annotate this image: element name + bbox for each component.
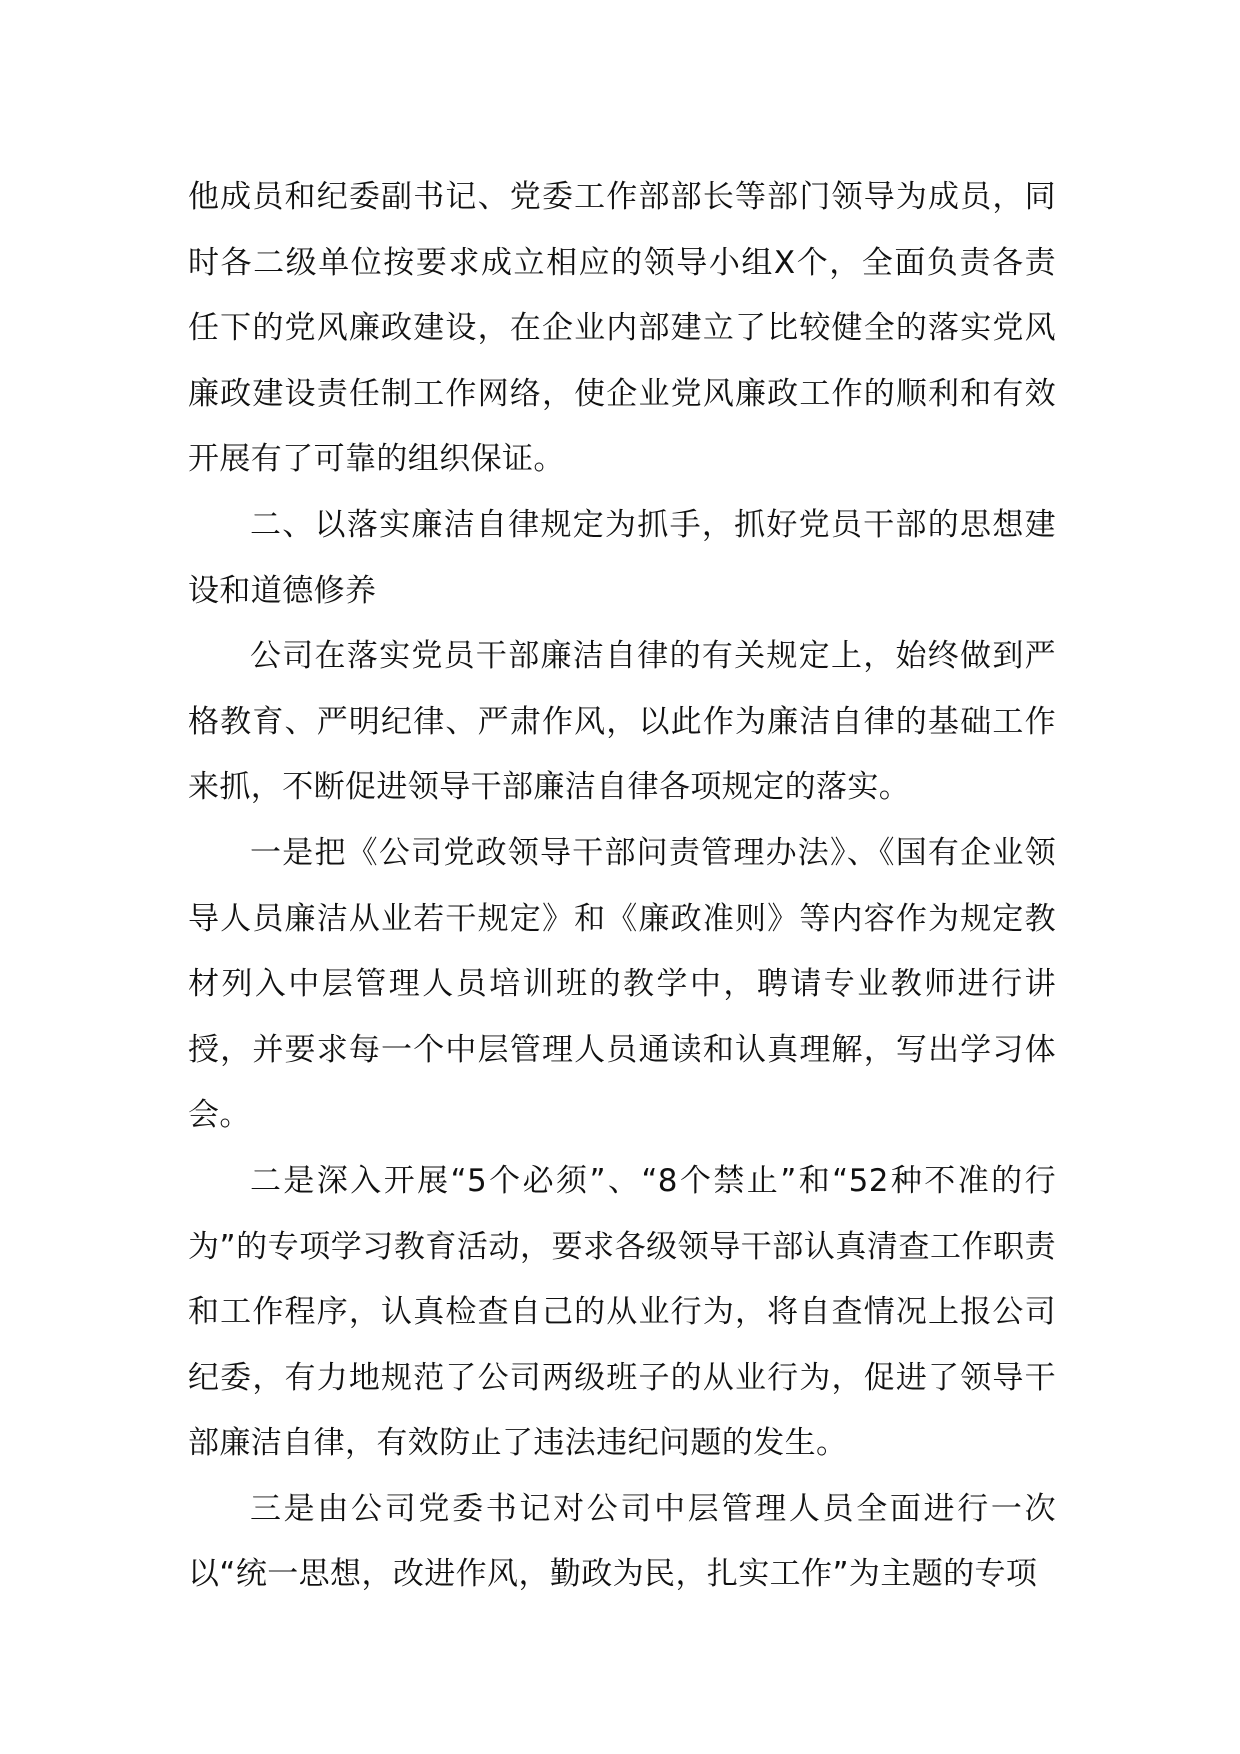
paragraph: 三是由公司党委书记对公司中层管理人员全面进行一次以“统一思想，改进作风，勤政为民，扎实工作”为主题的专项: [188, 1490, 1056, 1593]
document-body: [188, 165, 1056, 1608]
section-heading: 二、以落实廉洁自律规定为抓手，抓好党员干部的思想建设和道德修养: [188, 506, 1056, 609]
paragraph: 二是深入开展“5个必须”、“8个禁止”和“52种不准的行为”的专项学习教育活动，要求各级领导干部认真清查工作职责和工作程序，认真检查自己的从业行为，将自查情况上报公司纪委，有力地规范了公司两级班子的从业行为，促进了领导干部廉洁自律，有效防止了违法违纪问题的发生。: [188, 1162, 1056, 1462]
paragraph-continued: 他成员和纪委副书记、党委工作部部长等部门领导为成员，同时各二级单位按要求成立相应的领导小组X个，全面负责各责任下的党风廉政建设，在企业内部建立了比较健全的落实党风廉政建设责任制工作网络，使企业党风廉政工作的顺利和有效开展有了可靠的组织保证。: [188, 179, 1056, 478]
paragraph: 一是把《公司党政领导干部问责管理办法》、《国有企业领导人员廉洁从业若干规定》和《廉政准则》等内容作为规定教材列入中层管理人员培训班的教学中，聘请专业教师进行讲授，并要求每一个中层管理人员通读和认真理解，写出学习体会。: [188, 834, 1056, 1134]
paragraph: 公司在落实党员干部廉洁自律的有关规定上，始终做到严格教育、严明纪律、严肃作风，以此作为廉洁自律的基础工作来抓，不断促进领导干部廉洁自律各项规定的落实。: [188, 638, 1056, 806]
